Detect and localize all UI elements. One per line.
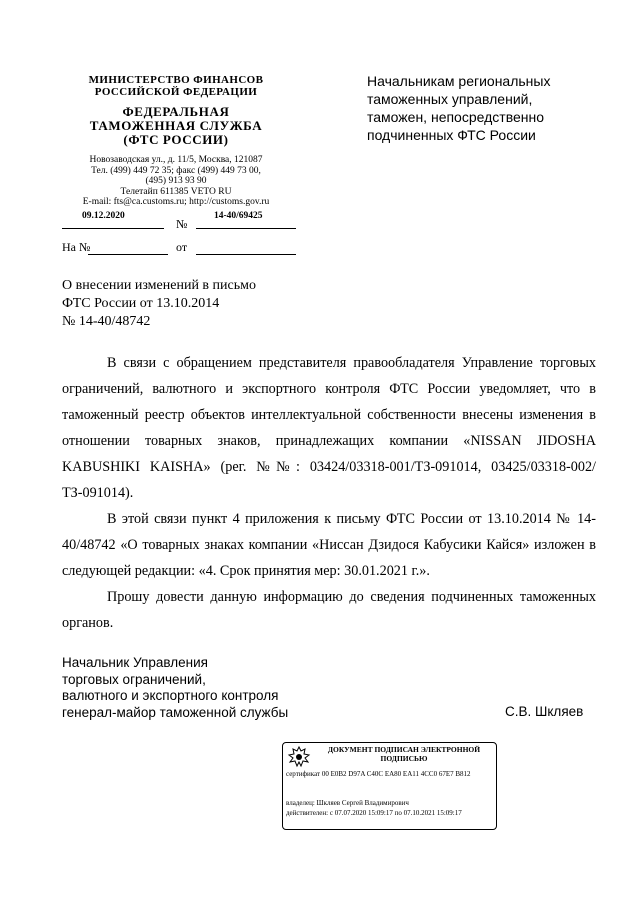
ministry-name-line2: РОССИЙСКОЙ ФЕДЕРАЦИИ: [94, 86, 258, 98]
subject-line1: О внесении изменений в письмо: [62, 278, 256, 293]
e-signature-stamp: [282, 742, 497, 830]
signer-title-line2: торговых ограничений,: [62, 671, 206, 687]
document-number: 14-40/69425: [214, 211, 263, 221]
stamp-title: ДОКУМЕНТ ПОДПИСАН ЭЛЕКТРОННОЙ ПОДПИСЬЮ: [327, 745, 481, 763]
subject-line2: ФТС России от 13.10.2014: [62, 296, 220, 311]
telex: Телетайп 611385 VETO RU: [120, 186, 232, 197]
emblem-icon: [287, 746, 311, 768]
body-paragraph-3: Прошу довести данную информацию до сведения подчиненных таможенных органов.: [62, 589, 596, 631]
address: Новозаводская ул., д. 11/5, Москва, 121087: [89, 155, 263, 165]
addressee-line1: Начальникам региональных: [367, 73, 551, 89]
date-underline: [62, 228, 164, 229]
ministry-header: [60, 74, 292, 208]
phone-line1: Тел. (499) 449 72 35; факс (499) 449 73 00,: [91, 165, 261, 176]
stamp-validity: действителен: с 07.07.2020 15:09:17 по 07.10.2021 15:09:17: [286, 809, 462, 817]
stamp-certificate: сертификат 00 E0B2 D97A C40C EA80 EA11 4CC0 67E7 B812: [286, 770, 471, 778]
signer-title-line1: Начальник Управления: [62, 655, 208, 670]
number-sign: №: [176, 217, 188, 231]
body-paragraph-1: В связи с обращением представителя правообладателя Управление торговых ограничений, валютного и экспортного контроля ФТС России уведомляет, что в таможенный реестр объектов интеллектуальной собственности внесены изменения в отношении товарных знаков, принадлежащих компании «NISSAN JIDOSHA KABUSHIKI KAISHA» (рег. №№: 03424/03318-001/ТЗ-091014, 03425/03318-002/ТЗ-091014).: [62, 355, 596, 501]
registration-line: [62, 211, 296, 233]
subject: [62, 277, 302, 331]
service-name-line1: ФЕДЕРАЛЬНАЯ: [122, 104, 230, 119]
phone-line2: (495) 913 93 90: [145, 176, 207, 186]
number-underline: [196, 228, 296, 229]
reply-date-underline: [196, 254, 296, 255]
stamp-owner: владелец: Шкляев Сергей Владимирович: [286, 799, 409, 807]
reply-line: [62, 240, 296, 260]
addressee: [367, 72, 597, 144]
signer-title-line4: генерал-майор таможенной службы: [62, 704, 289, 720]
signer-title: [62, 655, 362, 721]
service-name-line3: (ФТС РОССИИ): [123, 132, 229, 147]
body-paragraph-2: В этой связи пункт 4 приложения к письму ФТС России от 13.10.2014 № 14-40/48742 «О товарных знаках компании «Ниссан Дзидося Кабусики Кайся» изложен в следующей редакции: «4. Срок принятия мер: 30.01.2021 г.».: [62, 511, 596, 579]
subject-line3: № 14-40/48742: [62, 314, 151, 329]
addressee-line4: подчиненных ФТС России: [367, 127, 536, 143]
ministry-name-line1: МИНИСТЕРСТВО ФИНАНСОВ: [88, 74, 264, 86]
service-name-line2: ТАМОЖЕННАЯ СЛУЖБА: [89, 118, 263, 133]
reply-from-label: от: [176, 240, 188, 254]
signer-name: С.В. Шкляев: [505, 704, 584, 719]
signer-title-line3: валютного и экспортного контроля: [62, 688, 279, 703]
contact-block: [60, 155, 292, 208]
reply-number-underline: [88, 254, 168, 255]
reply-number-label: На №: [62, 240, 91, 254]
addressee-line3: таможен, непосредственно: [367, 109, 545, 125]
addressee-line2: таможенных управлений,: [367, 91, 533, 107]
email: E-mail: fts@ca.customs.ru; http://customs.gov.ru: [82, 197, 270, 207]
document-date: 09.12.2020: [82, 211, 125, 221]
letter-body: [62, 350, 596, 636]
